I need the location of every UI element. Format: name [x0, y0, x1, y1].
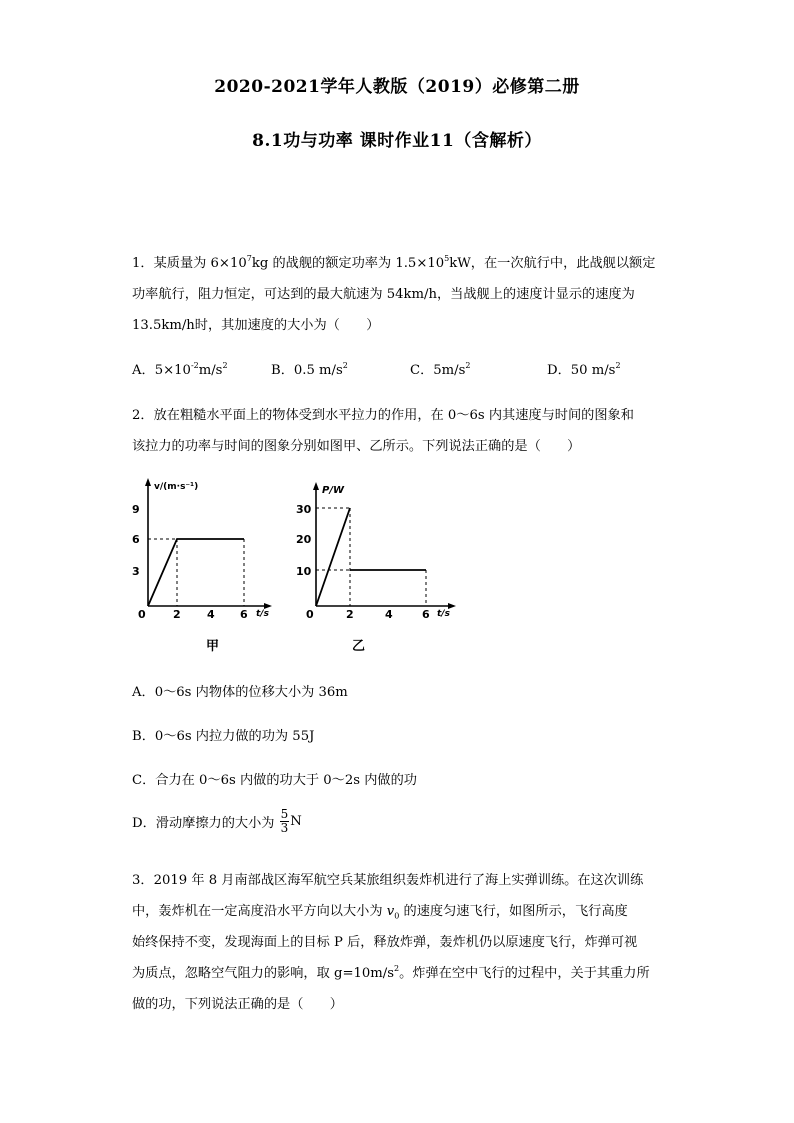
- q3-velocity-subscript: 0: [394, 911, 400, 921]
- fig-b-ytick: 20: [296, 533, 312, 546]
- q1-option-d: [547, 359, 621, 378]
- fig-b-ytick: 30: [296, 503, 312, 516]
- q1-option-a: [132, 359, 228, 378]
- q1-option-a-unit: m/s: [198, 363, 223, 378]
- q3-line1: 3．2019 年 8 月南部战区海军航空兵某旅组织轰炸机进行了海上实弹训练。在这次训练: [132, 873, 644, 888]
- q2-line2: 该拉力的功率与时间的图象分别如图甲、乙所示。下列说法正确的是（ ）: [132, 439, 581, 454]
- q3-exponent: 2: [394, 964, 400, 973]
- fig-a-caption: 甲: [206, 639, 220, 654]
- q3-text: 的速度匀速飞行，如图所示，飞行高度: [399, 904, 628, 919]
- q2-option-a: A．0～6s 内物体的位移大小为 36m: [132, 685, 348, 700]
- q2-line1: 2．放在粗糙水平面上的物体受到水平拉力的作用，在 0～6s 内其速度与时间的图象和: [132, 408, 634, 423]
- q3-text: 。炸弹在空中飞行的过程中，关于其重力所: [399, 966, 650, 981]
- q2-option-d-text: D．滑动摩擦力的大小为: [132, 816, 275, 831]
- q3-velocity-symbol: v: [386, 904, 395, 919]
- q2-option-d: [132, 808, 302, 835]
- q1-exponent: 7: [246, 254, 252, 263]
- q2-option-b: B．0～6s 内拉力做的功为 55J: [132, 729, 315, 744]
- fig-a-ytick: 3: [132, 565, 140, 578]
- q1-option-c-square: 2: [465, 361, 471, 370]
- fig-a-xlabel: t/s: [256, 609, 269, 619]
- fig-a-xtick: 4: [207, 608, 215, 621]
- fig-a-origin: 0: [138, 608, 146, 621]
- q1-option-b: [271, 359, 348, 378]
- fig-b-xtick: 2: [346, 608, 354, 621]
- fig-b-xlabel: t/s: [437, 609, 450, 619]
- q3-line4: [132, 962, 650, 981]
- q3-text: 中，轰炸机在一定高度沿水平方向以大小为: [132, 904, 387, 919]
- q3-line2: [132, 900, 628, 921]
- q1-option-a-square: 2: [222, 361, 228, 370]
- figure-power-time: [292, 476, 462, 656]
- fig-a-xtick: 6: [240, 608, 248, 621]
- q1-text: kW，在一次航行中，此战舰以额定: [449, 256, 656, 271]
- q2-option-c: C．合力在 0～6s 内做的功大于 0～2s 内做的功: [132, 773, 417, 788]
- document-title-line2: 8.1功与功率 课时作业11（含解析）: [252, 131, 542, 151]
- q1-text: 1．某质量为 6×10: [132, 256, 247, 271]
- document-title-line1: 2020-2021学年人教版（2019）必修第二册: [214, 77, 580, 97]
- q2-option-d-unit: N: [290, 814, 302, 829]
- fraction-denominator: 3: [280, 821, 289, 835]
- q1-option-a-text: A．5×10: [132, 363, 191, 378]
- q1-line3: 13.5km/h时，其加速度的大小为（ ）: [132, 318, 380, 333]
- fig-a-ylabel: v/(m·s⁻¹): [154, 482, 199, 492]
- fig-b-xtick: 6: [422, 608, 430, 621]
- q1-option-b-square: 2: [342, 361, 348, 370]
- q1-option-a-exponent: -2: [190, 361, 199, 370]
- q1-option-d-text: D．50 m/s: [547, 363, 616, 378]
- fig-b-caption: 乙: [352, 639, 366, 654]
- q2-option-d-fraction: [280, 808, 290, 835]
- fraction-numerator: 5: [280, 807, 289, 821]
- q1-exponent: 5: [444, 254, 450, 263]
- fig-b-xtick: 4: [385, 608, 393, 621]
- q1-line2: 功率航行，阻力恒定，可达到的最大航速为 54km/h，当战舰上的速度计显示的速度为: [132, 287, 635, 302]
- fig-b-ylabel: P/W: [322, 485, 345, 496]
- fig-a-xtick: 2: [173, 608, 181, 621]
- figure-velocity-time: [128, 476, 278, 656]
- q1-option-b-text: B．0.5 m/s: [271, 363, 343, 378]
- fig-a-ytick: 6: [132, 533, 140, 546]
- fig-b-ytick: 10: [296, 565, 312, 578]
- q1-option-d-square: 2: [615, 361, 621, 370]
- fig-b-origin: 0: [306, 608, 314, 621]
- q3-text: 为质点，忽略空气阻力的影响，取 g=10m/s: [132, 966, 394, 981]
- q1-option-c-text: C．5m/s: [410, 363, 466, 378]
- fig-a-ytick: 9: [132, 503, 140, 516]
- q1-line1: [132, 252, 655, 271]
- q1-text: kg 的战舰的额定功率为 1.5×10: [251, 256, 445, 271]
- q3-line3: 始终保持不变，发现海面上的目标 P 后，释放炸弹，轰炸机仍以原速度飞行，炸弹可视: [132, 935, 638, 950]
- q1-option-c: [410, 359, 470, 378]
- q3-line5: 做的功，下列说法正确的是（ ）: [132, 997, 343, 1012]
